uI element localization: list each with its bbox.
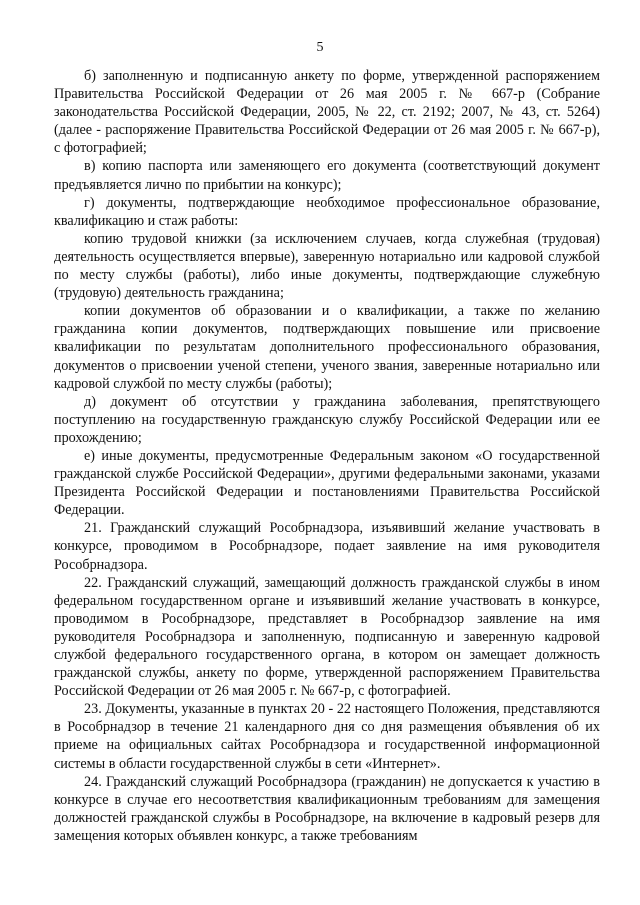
- paragraph-22: 22. Гражданский служащий, замещающий должность гражданской службы в ином федеральном государственном органе и изъявивший желание участвовать в конкурсе, проводимом в Рособрнадзоре, представляет в Рособрнадзор заявление на имя руководителя Рособрнадзора и заполненную, подписанную и заверенную кадровой службой федерального государственного органа, в котором он замещает должность гражданской службы, анкету по форме, утвержденной распоряжением Правительства Российской Федерации от 26 мая 2005 г. № 667-р, с фотографией.: [54, 574, 600, 700]
- paragraph-e-other-documents: е) иные документы, предусмотренные Федеральным законом «О государственной гражданской службе Российской Федерации», другими федеральными законами, указами Президента Российской Федерации и постановлениями Правительства Российской Федерации.: [54, 447, 600, 519]
- paragraph-d-medical-document: д) документ об отсутствии у гражданина заболевания, препятствующего поступлению на государственную гражданскую службу Российской Федерации или ее прохождению;: [54, 393, 600, 446]
- paragraph-g-education-documents: г) документы, подтверждающие необходимое профессиональное образование, квалификацию и стаж работы:: [54, 194, 600, 229]
- paragraph-21: 21. Гражданский служащий Рособрнадзора, изъявивший желание участвовать в конкурсе, проводимом в Рособрнадзоре, подает заявление на имя руководителя Рособрнадзора.: [54, 520, 600, 573]
- paragraph-education-certificates: копии документов об образовании и о квалификации, а также по желанию гражданина копии документов, подтверждающих повышение или присвоение квалификации по результатам дополнительного профессионального образования, документов о присвоении ученой степени, ученого звания, заверенные нотариально или кадровой службой по месту службы (работы);: [54, 303, 600, 392]
- document-body: [54, 67, 600, 845]
- paragraph-23: 23. Документы, указанные в пунктах 20 - 22 настоящего Положения, представляются в Рособрнадзор в течение 21 календарного дня со дня размещения объявления об их приеме на официальных сайтах Рособрнадзора и государственной информационной системы в области государственной службы в сети «Интернет».: [54, 701, 600, 772]
- paragraph-b-questionnaire: б) заполненную и подписанную анкету по форме, утвержденной распоряжением Правительства Российской Федерации от 26 мая 2005 г. № 667-р (Собрание законодательства Российской Федерации, 2005, № 22, ст. 2192; 2007, № 43, ст. 5264) (далее - распоряжение Правительства Российской Федерации от 26 мая 2005 г. № 667-р), с фотографией;: [54, 68, 600, 157]
- page-number: 5: [316, 40, 324, 55]
- paragraph-employment-book-copy: копию трудовой книжки (за исключением случаев, когда служебная (трудовая) деятельность осуществляется впервые), заверенную нотариально или кадровой службой по месту службы (работы), либо иные документы, подтверждающие служебную (трудовую) деятельность гражданина;: [54, 230, 600, 302]
- paragraph-v-passport: в) копию паспорта или заменяющего его документа (соответствующий документ предъявляется лично по прибытии на конкурс);: [54, 158, 600, 193]
- paragraph-24: 24. Гражданский служащий Рособрнадзора (гражданин) не допускается к участию в конкурсе в случае его несоответствия квалификационным требованиям для замещения должностей гражданской службы в Рособрнадзоре, на включение в кадровый резерв для замещения которых объявлен конкурс, а также требованиям: [54, 773, 600, 844]
